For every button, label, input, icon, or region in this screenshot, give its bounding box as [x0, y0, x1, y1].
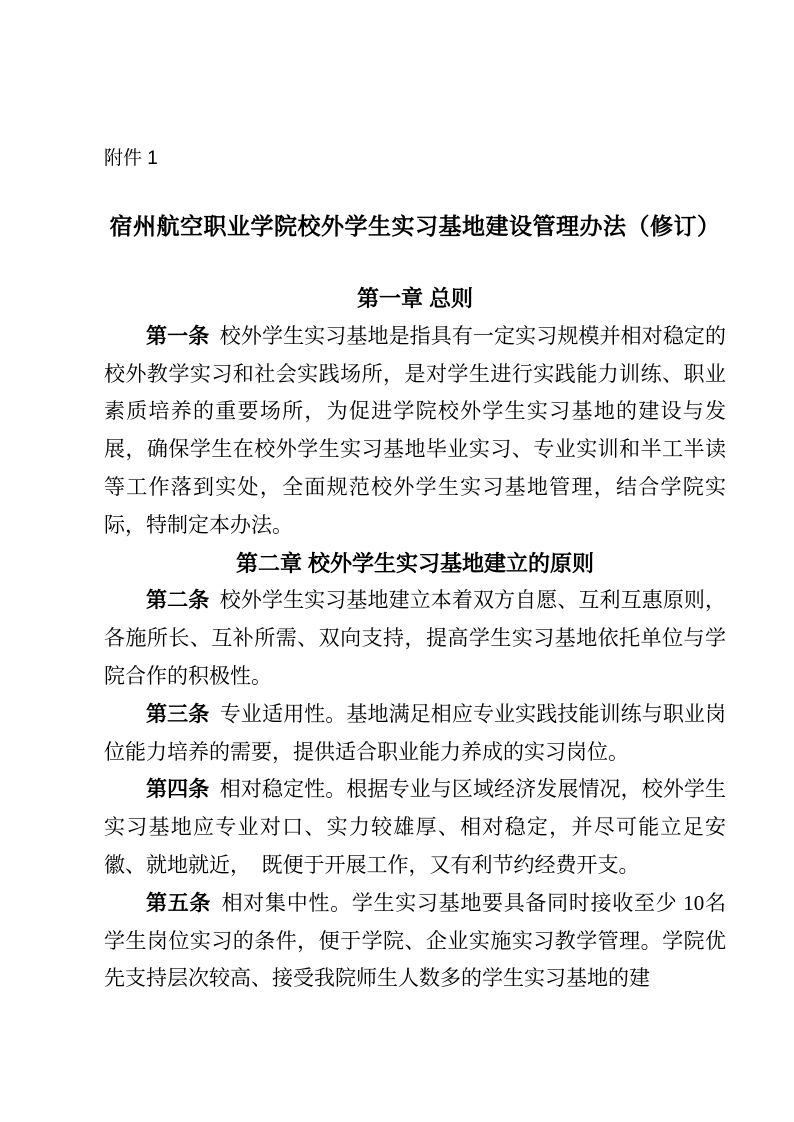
article-label-4: 第四条	[146, 777, 210, 802]
article-text-1: 校外学生实习基地是指具有一定实习规模并相对稳定的校外教学实习和社会实践场所，是对学生进行实践能力训练、职业素质培养的重要场所，为促进学院校外学生实习基地的建设与发展，确保学生在校外学生实习基地毕业实习、专业实训和半工半读等工作落到实处，全面规范校外学生实习基地管理，结合学院实际，特制定本办法。	[104, 323, 727, 537]
article-label-5: 第五条	[146, 890, 212, 915]
article-paragraph-1	[104, 318, 726, 545]
article-paragraph-3	[104, 696, 726, 772]
article-paragraph-2	[104, 582, 726, 695]
article-paragraph-4	[104, 771, 726, 884]
article-text-4: 相对稳定性。根据专业与区域经济发展情况，校外学生实习基地应专业对口、实力较雄厚、相对稳定，并尽可能立足安徽、就地就近， 既便于开展工作，又有利节约经费开支。	[104, 777, 727, 877]
article-label-1: 第一条	[146, 323, 210, 348]
document-title: 宿州航空职业学院校外学生实习基地建设管理办法（修订）	[109, 214, 721, 239]
article-label-2: 第二条	[146, 588, 210, 613]
article-text-2: 校外学生实习基地建立本着双方自愿、互利互惠原则，各施所长、互补所需、双向支持，提高学生实习基地依托单位与学院合作的积极性。	[104, 588, 727, 688]
document-content	[0, 146, 794, 998]
article-text-3: 专业适用性。基地满足相应专业实践技能训练与职业岗位能力培养的需要，提供适合职业能力养成的实习岗位。	[104, 701, 727, 764]
article-paragraph-5	[104, 885, 726, 998]
chapter-heading-1: 第一章 总则	[356, 286, 474, 311]
document-body	[104, 280, 726, 998]
attachment-label: 附件 1	[104, 148, 158, 169]
chapter-heading-2: 第二章 校外学生实习基地建立的原则	[235, 550, 595, 576]
article-label-3: 第三条	[146, 701, 210, 726]
article-text-5: 相对集中性。学生实习基地要具备同时接收至少 10名学生岗位实习的条件，便于学院、企业实施实习教学管理。学院优先支持层次较高、接受我院师生人数多的学生实习基地的建	[104, 890, 727, 991]
